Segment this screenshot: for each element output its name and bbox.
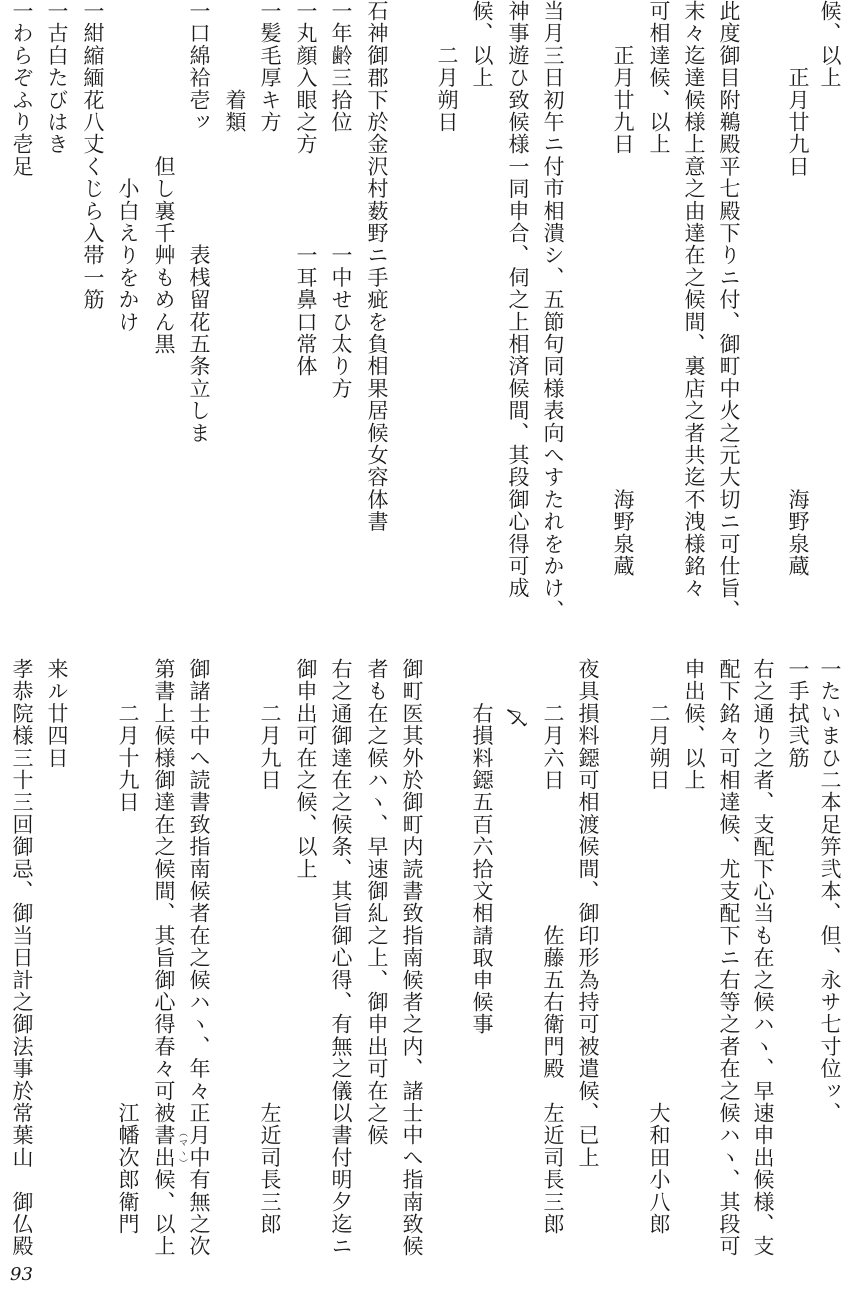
- text-column: 候、以上: [470, 0, 494, 89]
- text-column: 着類: [223, 0, 247, 134]
- text-column: 一古白たびはき: [45, 0, 69, 156]
- lower-text-block: [0, 658, 849, 1258]
- text-column: 一紺縮緬花八丈くじら入帯一筋: [81, 0, 105, 311]
- text-column: 夜具損料鐚可相渡候間、御印形為持可被遣候、已上: [576, 658, 600, 1169]
- text-column: 一手拭弐筋: [786, 658, 810, 769]
- text-column: 第書上候様御達在之候間、其旨御心得春々可被書出候、以上: [152, 658, 176, 1258]
- text-column: 神事遊ひ致候様一同申合、伺之上相済候間、其段御心得可成: [506, 0, 530, 600]
- text-column: 一口綿袷壱ッ 表桟留花五条立しま: [187, 0, 211, 444]
- page-number: 93: [10, 1264, 33, 1285]
- text-column: 但し裏千艸もめん黒: [152, 0, 176, 356]
- text-column: 小白えりをかけ: [116, 0, 140, 333]
- text-column: 孝恭院様三十三回御忌、御当日計之御法事於常葉山 御仏殿: [10, 658, 34, 1258]
- text-column: 右損料鐚五百六拾文相請取申候事: [470, 658, 494, 1036]
- text-column: 二月六日 佐藤五右衛門殿 左近司長三郎: [541, 658, 565, 1236]
- text-column: 申出候、以上: [682, 658, 706, 792]
- text-column: 配下銘々可相達候、尤支配下ニ右等之者在之候ハヽ、其段可: [717, 658, 741, 1258]
- upper-text-block: [0, 0, 849, 628]
- text-column: 者も在之候ハヽ、早速御糺之上、御申出可在之候: [365, 658, 389, 1147]
- text-column: 右之通り之者、支配下心当も在之候ハヽ、早速申出候様、支: [751, 658, 775, 1258]
- text-column: 末々迄達候様上意之由達在之候間、裏店之者共迄不洩様銘々: [682, 0, 706, 600]
- text-column: 一わらぞふり壱足: [10, 0, 34, 178]
- text-column: 来ル廿四日: [45, 658, 69, 769]
- text-column: 石神御郡下於金沢村薮野ニ手疵を負相果居候女容体書: [365, 0, 389, 533]
- ruby-annotation: （マヽ）: [177, 1128, 187, 1169]
- text-column: 御諸士中へ読書致指南候者在之候ハヽ、年々正月中有無之次: [187, 658, 211, 1258]
- text-column: 可相達候、以上: [647, 0, 671, 156]
- text-column: 一髪毛厚キ方: [258, 0, 282, 134]
- text-column: 御町医其外於御町内読書致指南候者之内、諸士中へ指南致候: [400, 658, 424, 1258]
- text-column: 御申出可在之候、以上: [294, 658, 318, 880]
- receipt-mark: 〆: [502, 706, 528, 729]
- text-column: 一年齢三拾位 一中せひ太り方: [329, 0, 353, 400]
- text-column: 一たいまひ二本足笄弐本、但、永サ七寸位ッ、: [818, 658, 842, 1125]
- text-column: 当月三日初午ニ付市相潰シ、五節句同様表向へすたれをかけ、: [541, 0, 565, 622]
- text-column: 正月廿九日 海野泉蔵: [786, 0, 810, 578]
- text-column: 二月九日 左近司長三郎: [258, 658, 282, 1236]
- text-column: 正月廿九日 海野泉蔵: [611, 0, 635, 578]
- text-column: 二月朔日: [435, 0, 459, 134]
- text-column: 候、以上: [818, 0, 842, 89]
- text-column: 右之通御達在之候条、其旨御心得、有無之儀以書付明夕迄ニ: [329, 658, 353, 1258]
- text-column: 此度御目附鵜殿平七殿下りニ付、御町中火之元大切ニ可仕旨、: [717, 0, 741, 622]
- text-column: 二月朔日 大和田小八郎: [647, 658, 671, 1236]
- text-column: 二月十九日 江幡次郎衛門: [116, 658, 140, 1236]
- text-column: 一丸顔入眼之方 一耳鼻口常体: [294, 0, 318, 378]
